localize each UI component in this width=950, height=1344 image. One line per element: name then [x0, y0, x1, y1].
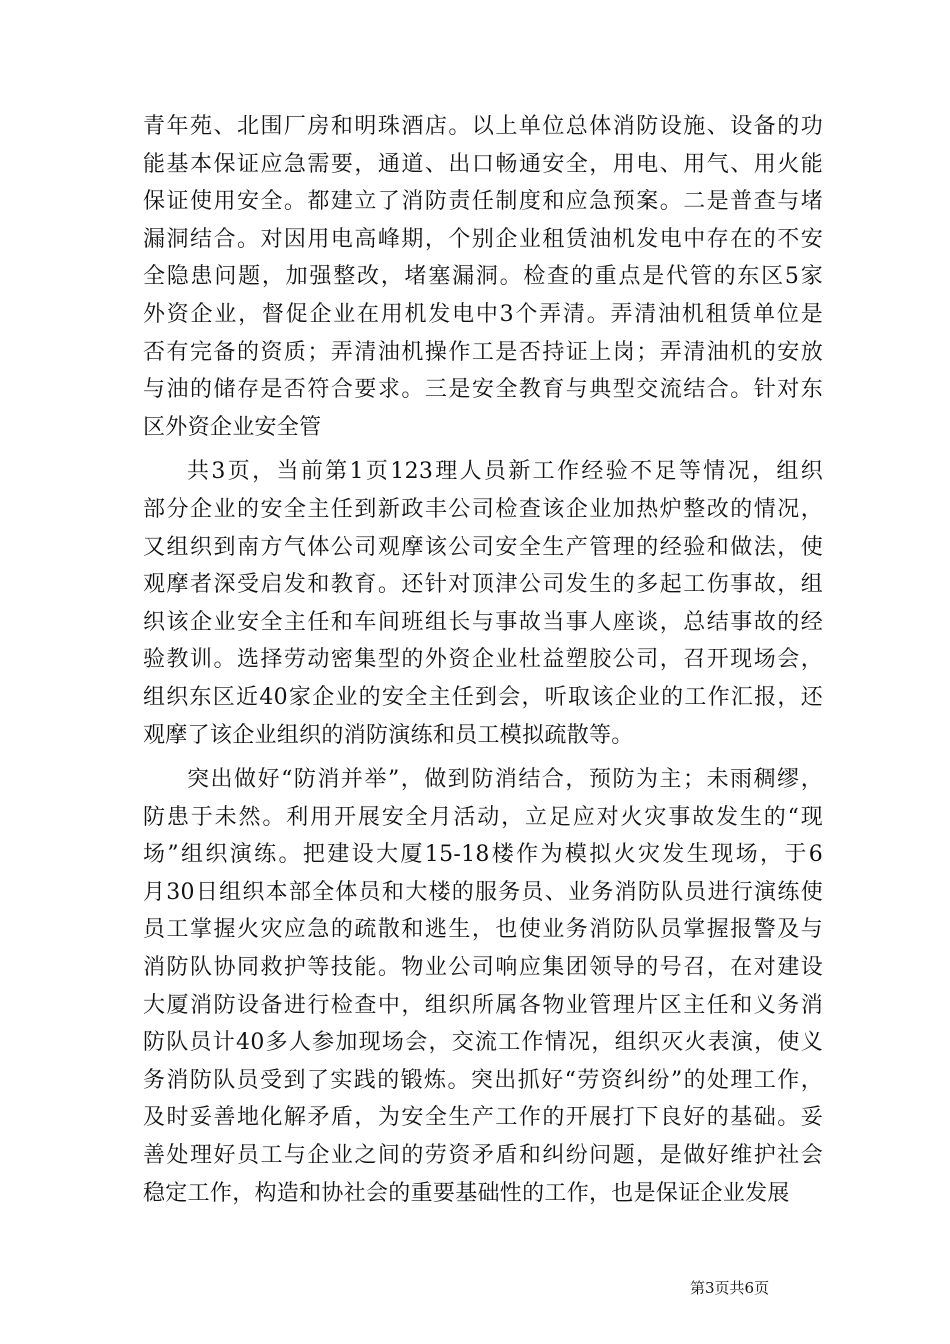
text-line: 否有完备的资质；弄清油机操作工是否持证上岗；弄清油机的安放 — [143, 339, 823, 365]
text-line: 务消防队员受到了实践的锻炼。突出抓好“劳资纠纷”的处理工作， — [143, 1067, 823, 1093]
text-line: 稳定工作，构造和协社会的重要基础性的工作，也是保证企业发展 — [143, 1180, 790, 1206]
text-line: 保证使用安全。都建立了消防责任制度和应急预案。二是普查与堵 — [143, 189, 823, 215]
text-line: 又组织到南方气体公司观摩该公司安全生产管理的经验和做法，使 — [143, 534, 823, 560]
text-line: 验教训。选择劳动密集型的外资企业杜益塑胶公司，召开现场会， — [143, 647, 823, 673]
text-line: 全隐患问题，加强整改，堵塞漏洞。检查的重点是代管的东区5家 — [143, 264, 823, 290]
text-line: 漏洞结合。对因用电高峰期，个别企业租赁油机发电中存在的不安 — [143, 226, 823, 252]
text-line: 区外资企业安全管 — [143, 414, 322, 440]
text-line: 部分企业的安全主任到新政丰公司检查该企业加热炉整改的情况， — [143, 496, 823, 522]
text-line: 员工掌握火灾应急的疏散和逃生，也使业务消防队员掌握报警及与 — [143, 917, 823, 943]
paragraph — [143, 761, 823, 1212]
text-line: 防队员计40多人参加现场会，交流工作情况，组织灭火表演，使义 — [143, 1030, 823, 1056]
text-line: 组织东区近40家企业的安全主任到会，听取该企业的工作汇报，还 — [143, 684, 823, 710]
text-line: 场”组织演练。把建设大厦15-18楼作为模拟火灾发生现场，于6 — [143, 842, 823, 868]
text-line: 观摩者深受启发和教育。还针对顶津公司发生的多起工伤事故，组 — [143, 572, 823, 598]
text-line: 突出做好“防消并举”，做到防消结合，预防为主；未雨稠缪， — [187, 767, 823, 793]
text-line: 青年苑、北围厂房和明珠酒店。以上单位总体消防设施、设备的功 — [143, 114, 823, 139]
text-line: 共3页，当前第1页123理人员新工作经验不足等情况，组织 — [187, 459, 823, 485]
text-line: 月30日组织本部全体员和大楼的服务员、业务消防队员进行演练使 — [143, 879, 823, 905]
text-line: 能基本保证应急需要，通道、出口畅通安全，用电、用气、用火能 — [143, 151, 823, 177]
text-line: 与油的储存是否符合要求。三是安全教育与典型交流结合。针对东 — [143, 377, 823, 403]
text-line: 善处理好员工与企业之间的劳资矛盾和纠纷问题，是做好维护社会 — [143, 1143, 823, 1169]
text-line: 消防队协同救护等技能。物业公司响应集团领导的号召，在对建设 — [143, 955, 823, 981]
text-line: 观摩了该企业组织的消防演练和员工模拟疏散等。 — [143, 722, 634, 748]
text-line: 及时妥善地化解矛盾，为安全生产工作的开展打下良好的基础。妥 — [143, 1105, 823, 1131]
paragraph — [143, 453, 823, 754]
text-line: 外资企业，督促企业在用机发电中3个弄清。弄清油机租赁单位是 — [143, 301, 823, 327]
text-line: 大厦消防设备进行检查中，组织所属各物业管理片区主任和义务消 — [143, 992, 823, 1018]
page-footer: 第3页共6页 — [690, 1279, 770, 1297]
document-body — [143, 108, 823, 1212]
text-line: 防患于未然。利用开展安全月活动，立足应对火灾事故发生的“现 — [143, 804, 823, 830]
paragraph — [143, 108, 823, 446]
text-line: 织该企业安全主任和车间班组长与事故当事人座谈，总结事故的经 — [143, 609, 823, 635]
